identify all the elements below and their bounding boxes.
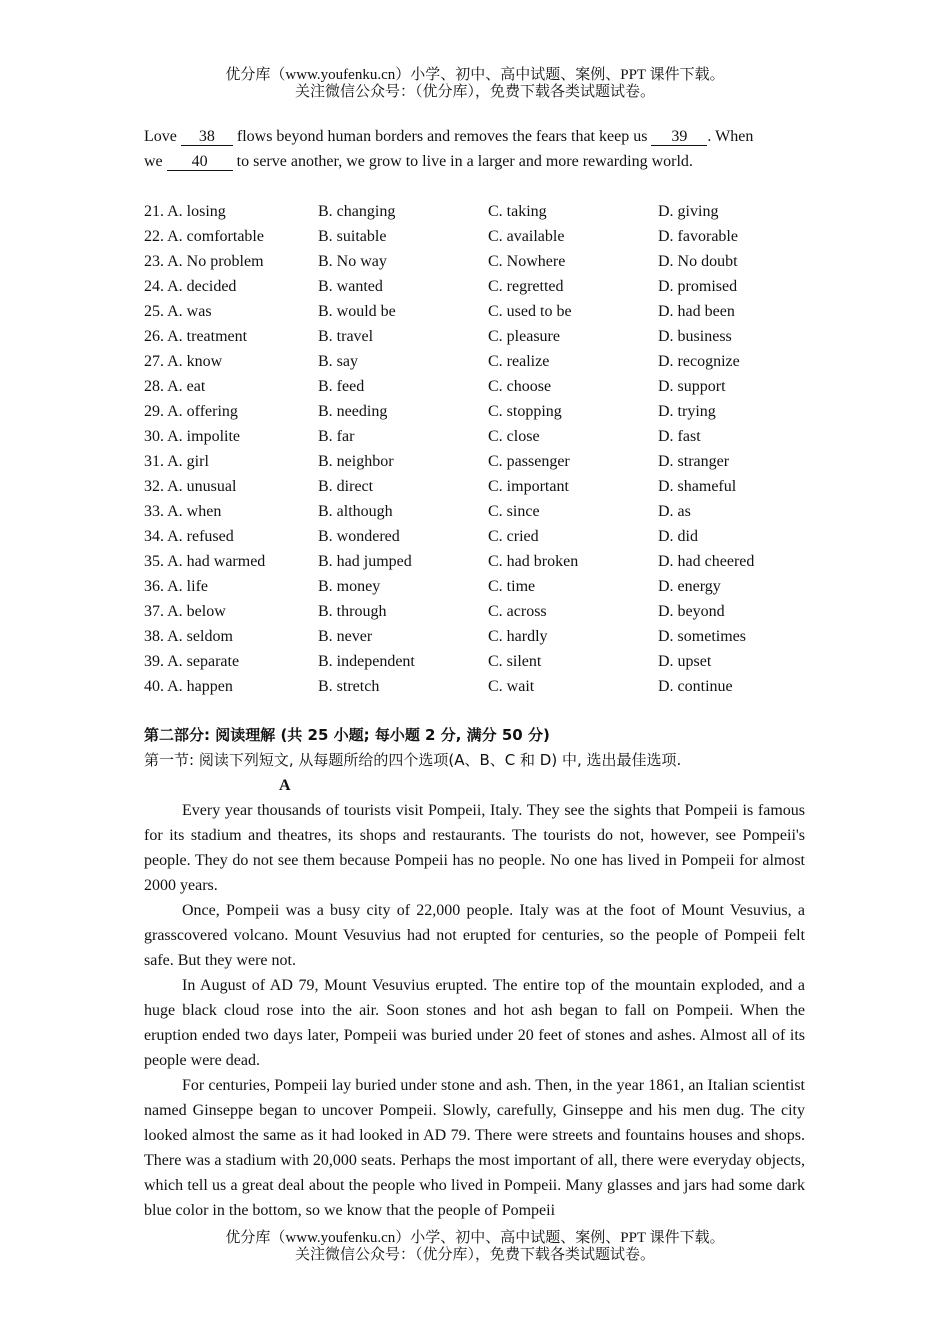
- option-row: 23. A. No problem B. No way C. Nowhere D. No doubt: [144, 253, 738, 270]
- footer-line-1: 优分库（www.youfenku.cn）小学、初中、高中试题、案例、PPT 课件下载。: [225, 1230, 725, 1246]
- option-row: 37. A. below B. through C. across D. beyond: [144, 603, 725, 620]
- option-row: 27. A. know B. say C. realize D. recognize: [144, 353, 740, 370]
- passage-paragraph: Once, Pompeii was a busy city of 22,000 people. Italy was at the foot of Mount Vesuvius, a grasscovered volcano. Mount Vesuvius had not erupted for centuries, so the people of Pompeii felt safe. But they were not.: [144, 902, 805, 969]
- option-row: 26. A. treatment B. travel C. pleasure D. business: [144, 328, 732, 345]
- passage-paragraph: In August of AD 79, Mount Vesuvius erupted. The entire top of the mountain exploded, and a huge black cloud rose into the air. Soon stones and hot ash began to fall on Pompeii. When the eruption ended two days later, Pompeii was buried under 20 feet of stones and ashes. Almost all of its people were dead.: [144, 977, 805, 1069]
- document-body: [144, 124, 805, 1223]
- page-footer: [0, 1230, 950, 1264]
- option-row: 28. A. eat B. feed C. choose D. support: [144, 378, 726, 395]
- passage-paragraph: For centuries, Pompeii lay buried under stone and ash. Then, in the year 1861, an Italian scientist named Ginseppe began to uncover Pompeii. Slowly, carefully, Ginseppe and his men dug. The city looked almost the same as it had looked in AD 79. There were streets and fountains houses and shops. There was a stadium with 20,000 seats. Perhaps the most important of all, there were everyday objects, which tell us a great deal about the people who lived in Pompeii. Many glasses and jars had some dark blue color in the bottom, so we know that the people of Pompeii: [144, 1077, 805, 1219]
- answer-options: [144, 199, 805, 699]
- blank-40: 40: [167, 153, 233, 171]
- page-header: [0, 67, 950, 101]
- blank-38: 38: [181, 128, 233, 146]
- section-instructions: 第一节: 阅读下列短文, 从每题所给的四个选项(A、B、C 和 D) 中, 选出最佳选项.: [144, 751, 682, 769]
- option-row: 38. A. seldom B. never C. hardly D. sometimes: [144, 628, 746, 645]
- option-row: 40. A. happen B. stretch C. wait D. continue: [144, 678, 733, 695]
- reading-section: [144, 723, 805, 1223]
- footer-line-2: 关注微信公众号：（优分库），免费下载各类试题试卷。: [294, 1247, 655, 1263]
- option-row: 21. A. losing B. changing C. taking D. giving: [144, 203, 719, 220]
- blank-39: 39: [651, 128, 707, 146]
- option-row: 25. A. was B. would be C. used to be D. had been: [144, 303, 735, 320]
- passage-paragraph: Every year thousands of tourists visit Pompeii, Italy. They see the sights that Pompeii is famous for its stadium and theatres, its shops and restaurants. The tourists do not, however, see Pompeii's people. They do not see them because Pompeii has no people. No one has lived in Pompeii for almost 2000 years.: [144, 802, 805, 894]
- option-row: 31. A. girl B. neighbor C. passenger D. stranger: [144, 453, 730, 470]
- option-row: 35. A. had warmed B. had jumped C. had broken D. had cheered: [144, 553, 755, 570]
- option-row: 39. A. separate B. independent C. silent D. upset: [144, 653, 712, 670]
- option-row: 22. A. comfortable B. suitable C. available D. favorable: [144, 228, 738, 245]
- option-row: 24. A. decided B. wanted C. regretted D. promised: [144, 278, 738, 295]
- option-row: 33. A. when B. although C. since D. as: [144, 503, 691, 520]
- passage-label: A: [279, 777, 291, 794]
- option-row: 32. A. unusual B. direct C. important D. shameful: [144, 478, 737, 495]
- option-row: 30. A. impolite B. far C. close D. fast: [144, 428, 701, 445]
- option-row: 36. A. life B. money C. time D. energy: [144, 578, 721, 595]
- option-row: 34. A. refused B. wondered C. cried D. did: [144, 528, 698, 545]
- part-title: 第二部分: 阅读理解 (共 25 小题; 每小题 2 分, 满分 50 分): [144, 726, 550, 744]
- cloze-ending-text: Love 38 flows beyond human borders and removes the fears that keep us 39 . When we 40 to serve another, we grow to live in a larger and more rewarding world.: [144, 128, 754, 170]
- header-line-1: 优分库（www.youfenku.cn）小学、初中、高中试题、案例、PPT 课件下载。: [225, 67, 725, 83]
- header-line-2: 关注微信公众号：（优分库），免费下载各类试题试卷。: [294, 84, 655, 100]
- option-row: 29. A. offering B. needing C. stopping D. trying: [144, 403, 716, 420]
